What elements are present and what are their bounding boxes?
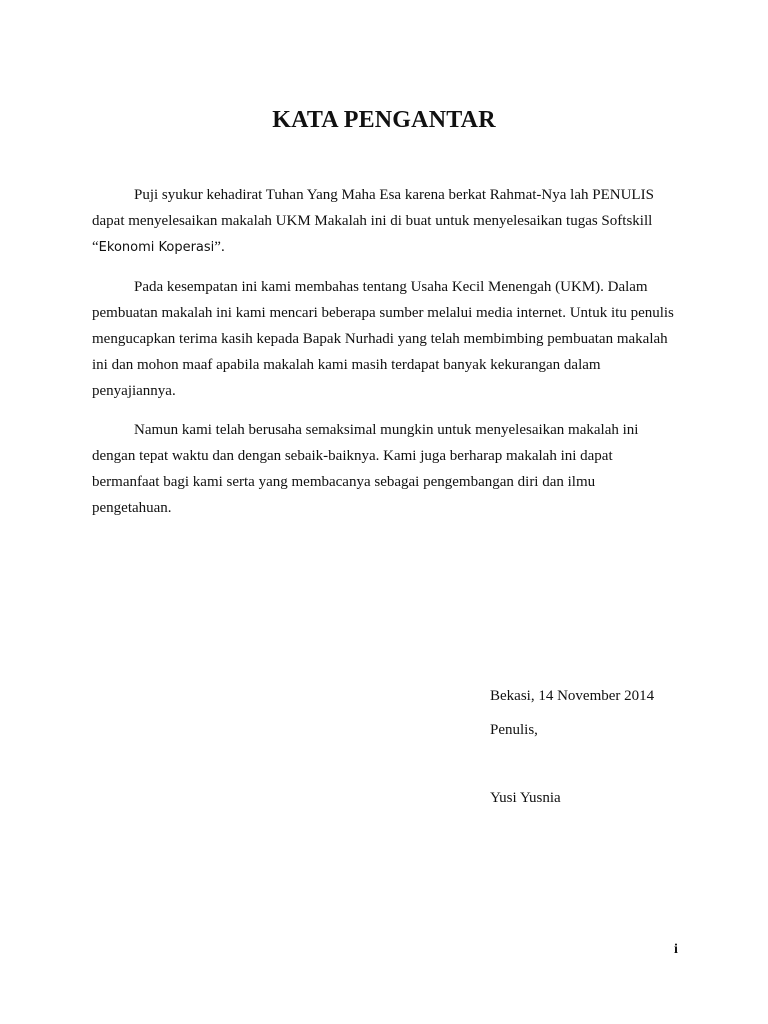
- close-quote: ”.: [214, 239, 225, 255]
- paragraph-line: pembuatan makalah ini kami mencari beberapa sumber melalui media internet. Untuk itu penulis: [92, 305, 674, 321]
- paragraph-2: [92, 274, 684, 404]
- closing-place-date: Bekasi, 14 November 2014: [490, 688, 655, 704]
- paragraph-line: [92, 234, 684, 261]
- paragraph-line: bermanfaat bagi kami serta yang membacanya sebagai pengembangan diri dan ilmu: [92, 474, 596, 490]
- course-name: Ekonomi Koperasi: [98, 240, 215, 255]
- paragraph-line: Namun kami telah berusaha semaksimal mungkin untuk menyelesaikan makalah ini: [134, 422, 639, 438]
- paragraph-1: [92, 182, 684, 261]
- paragraph-line: Pada kesempatan ini kami membahas tentang Usaha Kecil Menengah (UKM). Dalam: [134, 279, 648, 295]
- paragraph-line: dapat menyelesaikan makalah UKM Makalah ini di buat untuk menyelesaikan tugas Softskill: [92, 213, 653, 229]
- paragraph-line: Puji syukur kehadirat Tuhan Yang Maha Esa karena berkat Rahmat-Nya lah PENULIS: [134, 187, 654, 203]
- body-text: [92, 182, 684, 534]
- closing-role: Penulis,: [490, 722, 538, 738]
- paragraph-line: dengan tepat waktu dan dengan sebaik-baiknya. Kami juga berharap makalah ini dapat: [92, 448, 613, 464]
- author-name: Yusi Yusnia: [490, 790, 561, 806]
- paragraph-line: penyajiannya.: [92, 383, 176, 399]
- paragraph-line: pengetahuan.: [92, 500, 172, 516]
- paragraph-line: ini dan mohon maaf apabila makalah kami masih terdapat banyak kekurangan dalam: [92, 357, 601, 373]
- open-quote: “: [92, 239, 99, 255]
- page-number: i: [674, 942, 678, 957]
- paragraph-line: mengucapkan terima kasih kepada Bapak Nurhadi yang telah membimbing pembuatan makalah: [92, 331, 668, 347]
- paragraph-3: [92, 417, 684, 521]
- page-title: KATA PENGANTAR: [272, 107, 496, 133]
